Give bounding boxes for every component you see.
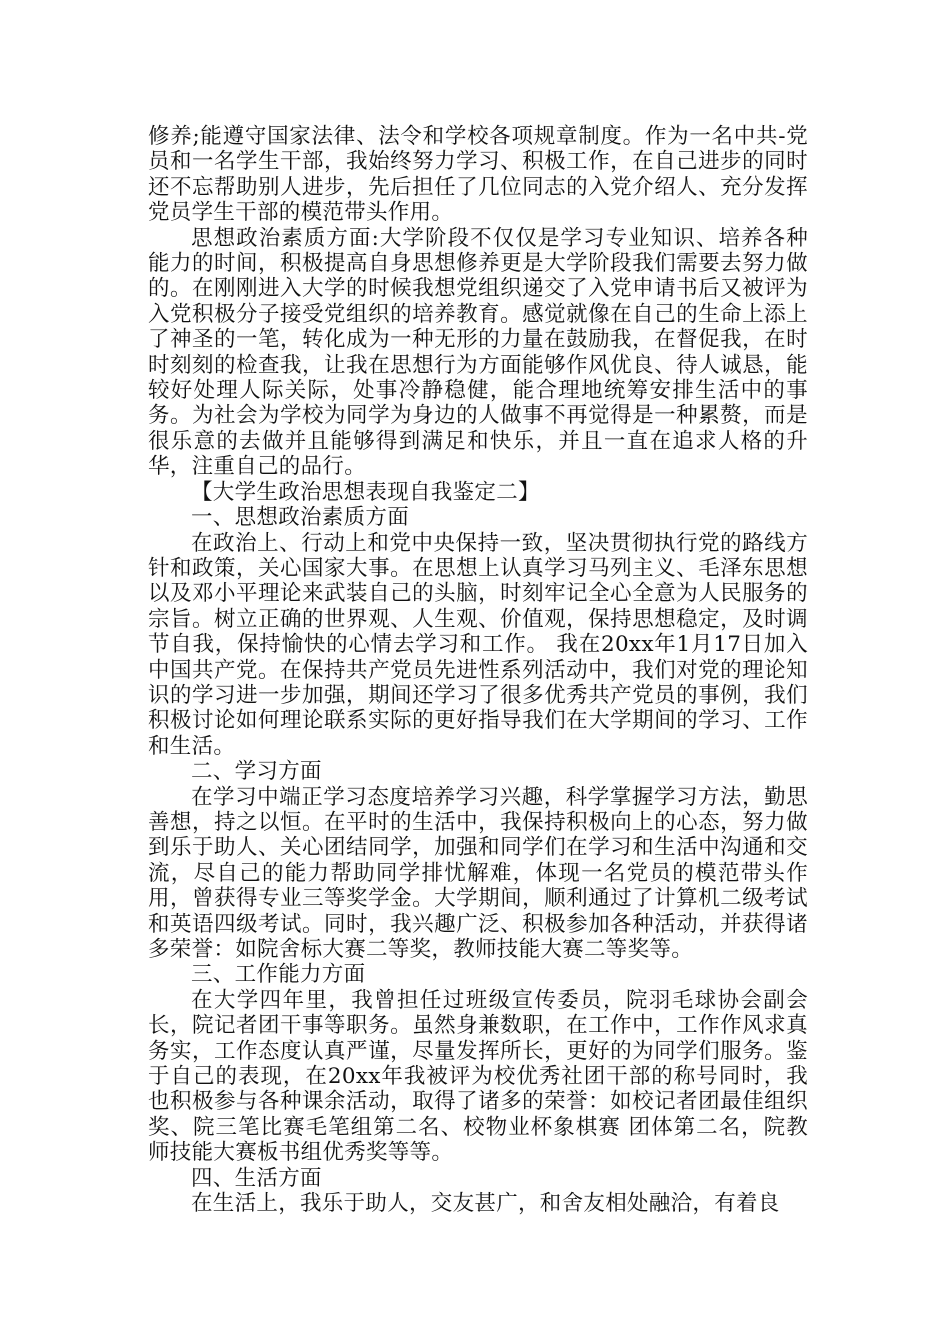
- section-heading-2: 二、学习方面: [191, 759, 322, 785]
- paragraph-life: 在生活上，我乐于助人，交友甚广，和舍友相处融洽，有着良: [191, 1191, 780, 1217]
- section-heading-1: 一、思想政治素质方面: [191, 505, 410, 531]
- paragraph-continued: 修养;能遵守国家法律、法令和学校各项规章制度。作为一名中共-党员和一名学生干部，我始终努力学习、积极工作，在自己进步的同时还不忘帮助别人进步，先后担任了几位同志的入党介绍人、充分发挥党员学生干部的模范带头作用。: [148, 124, 808, 226]
- paragraph-political-quality: 思想政治素质方面:大学阶段不仅仅是学习专业知识、培养各种能力的时间，积极提高自身思想修养更是大学阶段我们需要去努力做的。在刚刚进入大学的时候我想党组织递交了入党申请书后又被评为入党积极分子接受党组织的培养教育。感觉就像在自己的生命上添上了神圣的一笔，转化成为一种无形的力量在鼓励我，在督促我，在时时刻刻的检查我，让我在思想行为方面能够作风优良、待人诚恳，能较好处理人际关际，处事冷静稳健，能合理地统筹安排生活中的事务。为社会为学校为同学为身边的人做事不再觉得是一种累赘，而是很乐意的去做并且能够得到满足和快乐，并且一直在追求人格的升华，注重自己的品行。: [148, 225, 808, 480]
- document-section-title: 【大学生政治思想表现自我鉴定二】: [191, 479, 540, 505]
- paragraph-work: 在大学四年里，我曾担任过班级宣传委员，院羽毛球协会副会长，院记者团干事等职务。虽然身兼数职，在工作中，工作作风求真务实，工作态度认真严谨，尽量发挥所长，更好的为同学们服务。鉴于自己的表现，在20xx年我被评为校优秀社团干部的称号同时，我也积极参与各种课余活动，取得了诸多的荣誉：如校记者团最佳组织奖、院三笔比赛毛笔组第二名、校物业杯象棋赛 团体第二名，院教师技能大赛板书组优秀奖等等。: [148, 987, 808, 1166]
- paragraph-study: 在学习中端正学习态度培养学习兴趣，科学掌握学习方法，勤思善想，持之以恒。在平时的生活中，我保持积极向上的心态，努力做到乐于助人、关心团结同学，加强和同学们在学习和生活中沟通和交流，尽自己的能力帮助同学排忧解难，体现一名党员的模范带头作用，曾获得专业三等奖学金。大学期间，顺利通过了计算机二级考试和英语四级考试。同时，我兴趣广泛、积极参加各种活动，并获得诸多荣誉：如院舍标大赛二等奖，教师技能大赛二等奖等。: [148, 784, 808, 962]
- document-page: [148, 124, 808, 1216]
- section-heading-4: 四、生活方面: [191, 1165, 322, 1191]
- section-heading-3: 三、工作能力方面: [191, 962, 366, 988]
- paragraph-politics: 在政治上、行动上和党中央保持一致，坚决贯彻执行党的路线方针和政策，关心国家大事。在思想上认真学习马列主义、毛泽东思想以及邓小平理论来武装自己的头脑，时刻牢记全心全意为人民服务的宗旨。树立正确的世界观、人生观、价值观，保持思想稳定，及时调节自我，保持愉快的心情去学习和工作。 我在20xx年1月17日加入中国共产党。在保持共产党员先进性系列活动中，我们对党的理论知识的学习进一步加强，期间还学习了很多优秀共产党员的事例，我们积极讨论如何理论联系实际的更好指导我们在大学期间的学习、工作和生活。: [148, 530, 808, 759]
